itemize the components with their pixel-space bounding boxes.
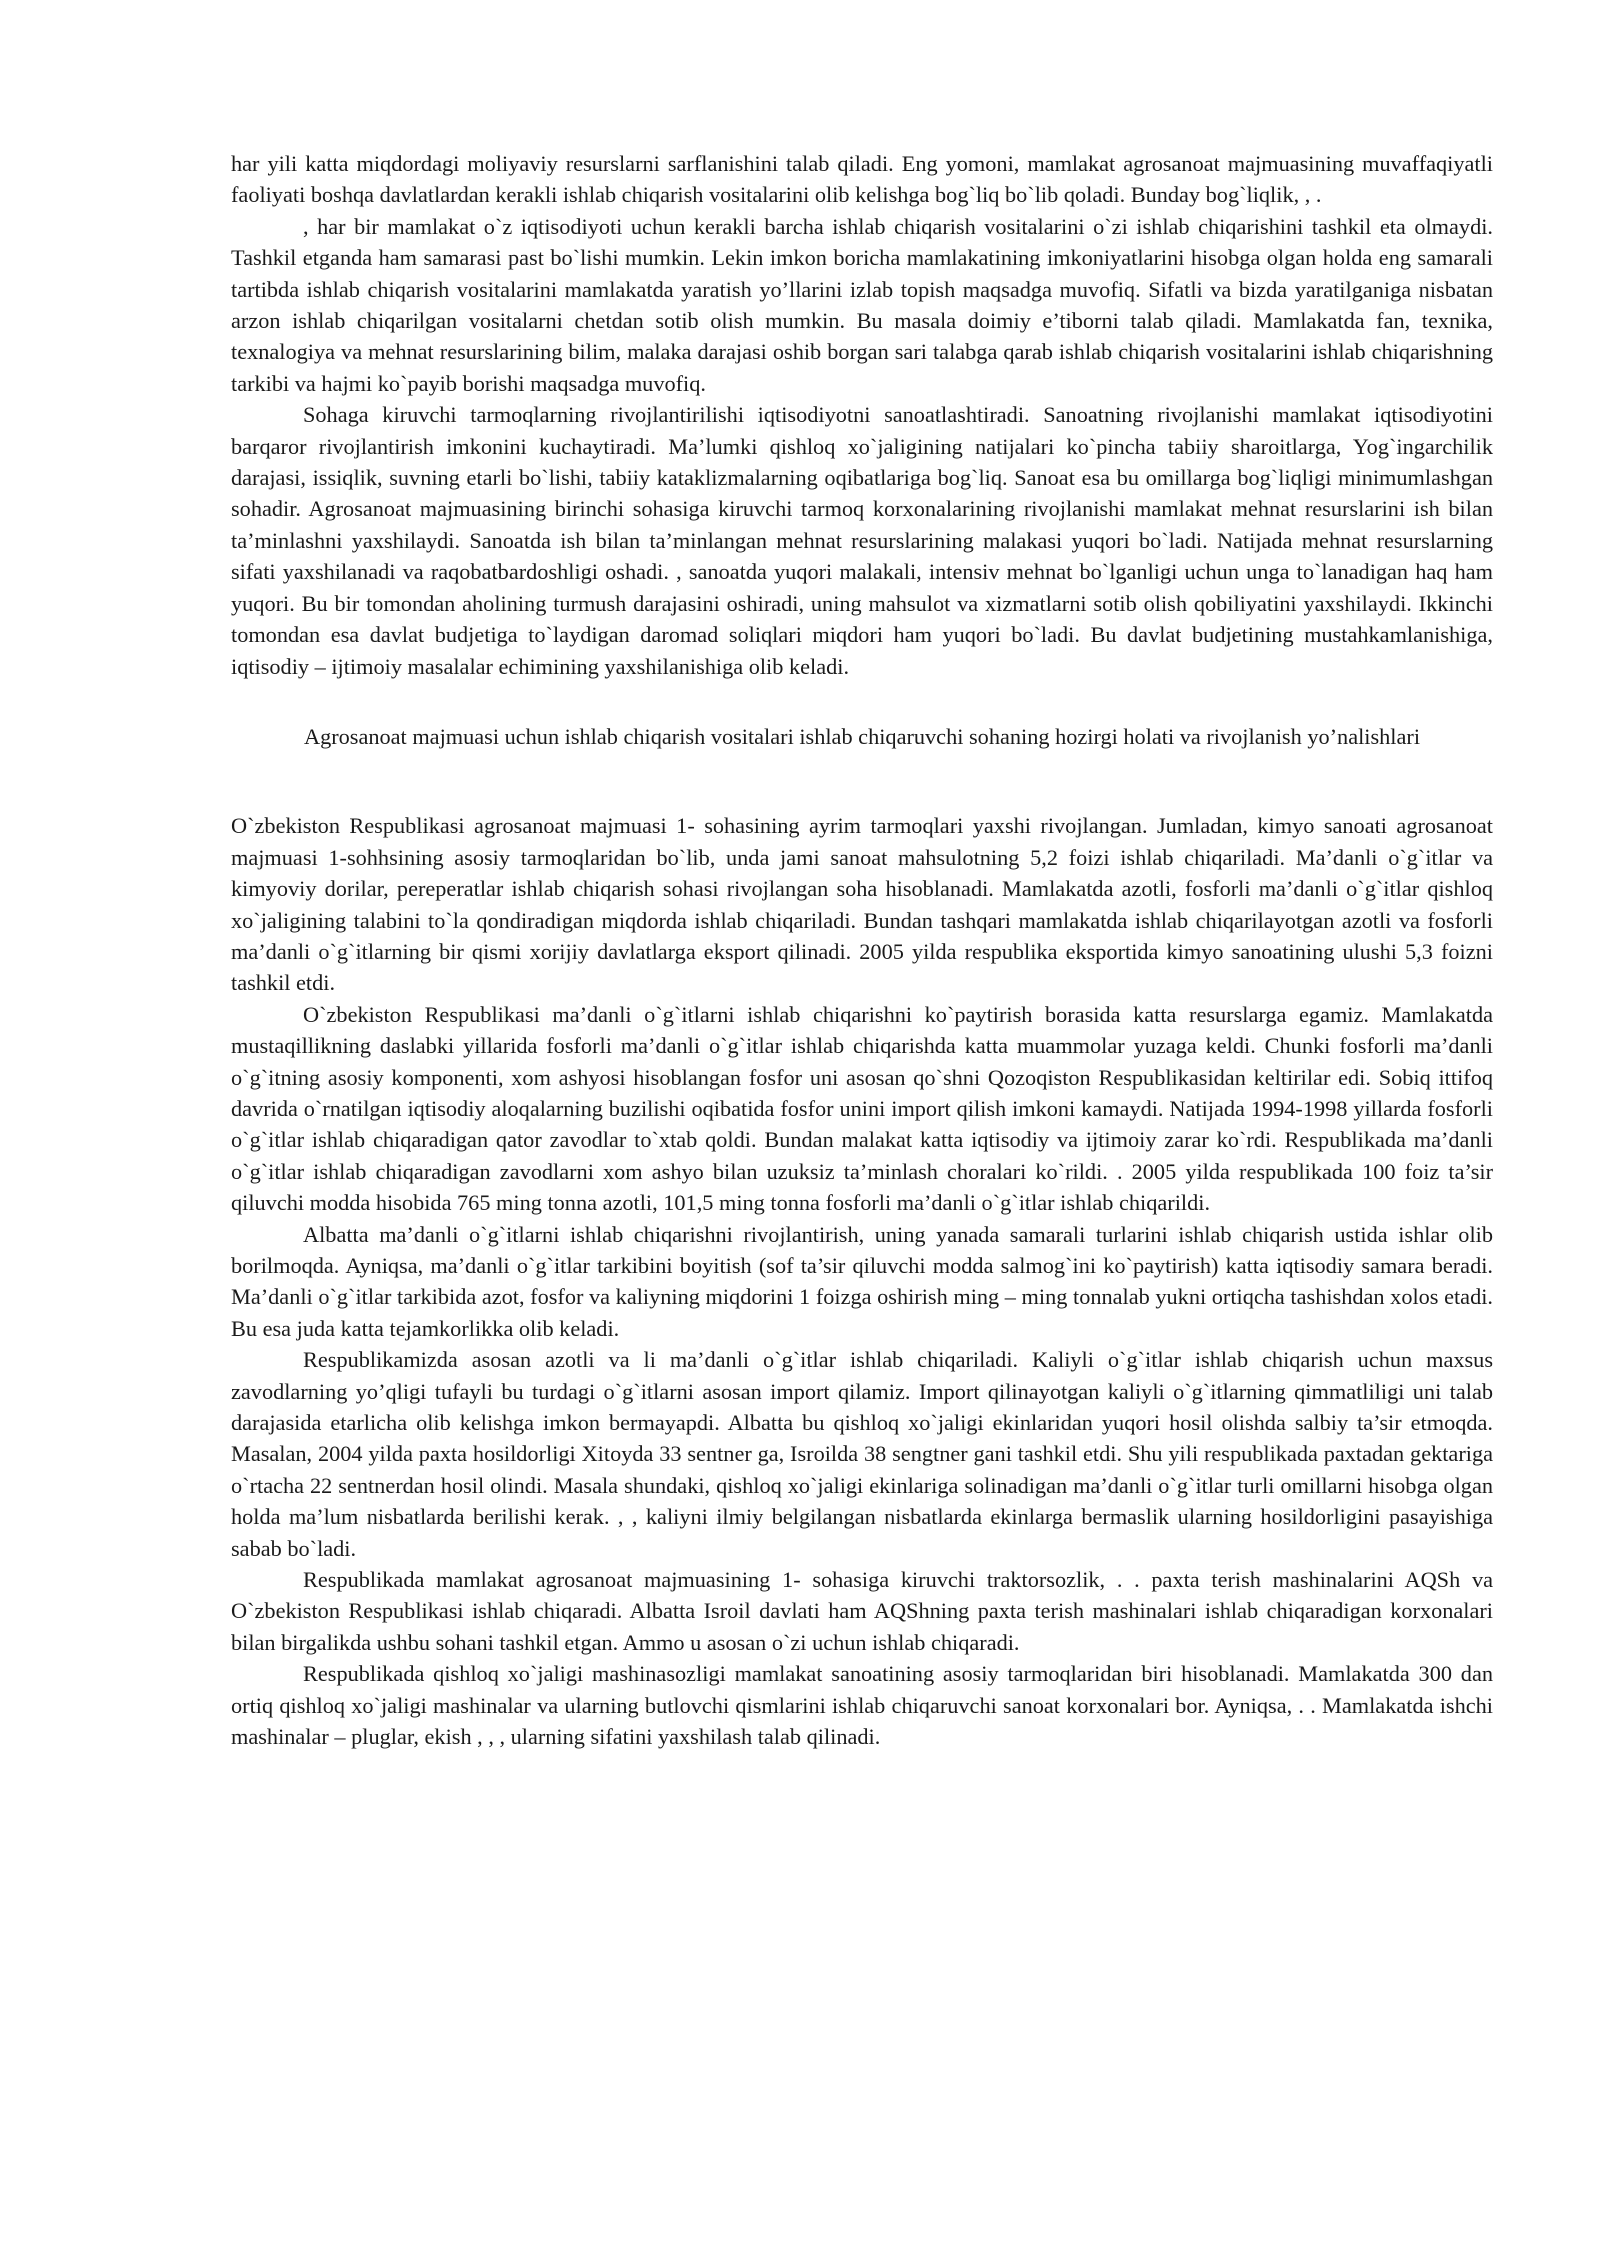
paragraph: O`zbekiston Respublikasi ma’danli o`g`itlarni ishlab chiqarishni ko`paytirish borasida katta resurslarga egamiz. Mamlakatda mustaqillikning daslabki yillarida fosforli ma’danli o`g`itlar ishlab chiqarishda katta muammolar yuzaga keldi. Chunki fosforli ma’danli o`g`itning asosiy komponenti, xom ashyosi hisoblangan fosfor uni asosan qo`shni Qozoqiston Respublikasidan keltirilar edi. Sobiq ittifoq davrida o`rnatilgan iqtisodiy aloqalarning buzilishi oqibatida fosfor unini import qilish imkoni kamaydi. Natijada 1994-1998 yillarda fosforli o`g`itlar ishlab chiqaradigan qator zavodlar to`xtab qoldi. Bundan malakat katta iqtisodiy va ijtimoiy zarar ko`rdi. Respublikada ma’danli o`g`itlar ishlab chiqaradigan zavodlarni xom ashyo bilan uzuksiz ta’minlash choralari ko`rildi. . 2005 yilda respublikada 100 foiz ta’sir qiluvchi modda hisobida 765 ming tonna azotli, 101,5 ming tonna fosforli ma’danli o`g`itlar ishlab chiqarildi. xyxy=(231,1001,1493,1216)
paragraph: Respublikada qishloq xo`jaligi mashinasozligi mamlakat sanoatining asosiy tarmoqlaridan biri hisoblanadi. Mamlakatda 300 dan ortiq qishloq xo`jaligi mashinalar va ularning butlovchi qismlarini ishlab chiqaruvchi sanoat korxonalari bor. Ayniqsa, . . Mamlakatda ishchi mashinalar – pluglar, ekish , , , ularning sifatini yaxshilash talab qilinadi. xyxy=(231,1661,1493,1750)
paragraph: , har bir mamlakat o`z iqtisodiyoti uchun kerakli barcha ishlab chiqarish vositalarini o`zi ishlab chiqarishini tashkil eta olmaydi. Tashkil etganda ham samarasi past bo`lishi mumkin. Lekin imkon boricha mamlakatining imkoniyatlarini hisobga olgan holda eng samarali tartibda ishlab chiqarish vositalarini mamlakatda yaratish yo’llarini izlab topish maqsadga muvofiq. Sifatli va bizda yaratilganiga nisbatan arzon ishlab chiqarilgan vositalarni chetdan sotib olish mumkin. Bu masala doimiy e’tiborni talab qiladi. Mamlakatda fan, texnika, texnalogiya va mehnat resurslarining bilim, malaka darajasi oshib borgan sari talabga qarab ishlab chiqarish vositalarini ishlab chiqarishning tarkibi va hajmi ko`payib borishi maqsadga muvofiq. xyxy=(231,213,1493,396)
paragraph: Sohaga kiruvchi tarmoqlarning rivojlantirilishi iqtisodiyotni sanoatlashtiradi. Sanoatning rivojlanishi mamlakat iqtisodiyotini barqaror rivojlantirish imkonini kuchaytiradi. Ma’lumki qishloq xo`jaligining natijalari ko`pincha tabiiy sharoitlarga, Yog`ingarchilik darajasi, issiqlik, suvning etarli bo`lishi, tabiiy kataklizmalarning oqibatlariga bog`liq. Sanoat esa bu omillarga bog`liqligi minimumlashgan sohadir. Agrosanoat majmuasining birinchi sohasiga kiruvchi tarmoq korxonalarining rivojlanishi mamlakat mehnat resurslarini ish bilan ta’minlashni yaxshilaydi. Sanoatda ish bilan ta’minlangan mehnat resurslarining malakasi yuqori bo`ladi. Natijada mehnat resurslarning sifati yaxshilanadi va raqobatbardoshligi oshadi. , sanoatda yuqori malakali, intensiv mehnat bo`lganligi uchun unga to`lanadigan haq ham yuqori. Bu bir tomondan aholining turmush darajasini oshiradi, uning mahsulot va xizmatlarni sotib olish qobiliyatini yaxshilaydi. Ikkinchi tomondan esa davlat budjetiga to`laydigan daromad soliqlari miqdori ham yuqori bo`ladi. Bu davlat budjetining mustahkamlanishiga, iqtisodiy – ijtimoiy masalalar echimining yaxshilanishiga olib keladi. xyxy=(231,402,1493,679)
paragraph: Respublikada mamlakat agrosanoat majmuasining 1- sohasiga kiruvchi traktorsozlik, . . paxta terish mashinalarini AQSh va O`zbekiston Respublikasi ishlab chiqaradi. Albatta Isroil davlati ham AQShning paxta terish mashinalari ishlab chiqaradigan korxonalari bilan birgalikda ushbu sohani tashkil etgan. Ammo u asosan o`zi uchun ishlab chiqaradi. xyxy=(231,1567,1493,1655)
paragraph: O`zbekiston Respublikasi agrosanoat majmuasi 1- sohasining ayrim tarmoqlari yaxshi rivojlangan. Jumladan, kimyo sanoati agrosanoat majmuasi 1-sohhsining asosiy tarmoqlaridan bo`lib, unda jami sanoat mahsulotning 5,2 foizi ishlab chiqariladi. Ma’danli o`g`itlar va kimyoviy dorilar, pereperatlar ishlab chiqarish sohasi rivojlangan soha hisoblanadi. Mamlakatda azotli, fosforli ma’danli o`g`itlar qishloq xo`jaligining talabini to`la qondiradigan miqdorda ishlab chiqariladi. Bundan tashqari mamlakatda ishlab chiqarilayotgan azotli va fosforli ma’danli o`g`itlarning bir qismi xorijiy davlatlarga eksport qilinadi. 2005 yilda respublika eksportida kimyo sanoatining ulushi 5,3 foizni tashkil etdi. xyxy=(231,813,1493,996)
document-page xyxy=(231,148,1493,1753)
paragraph: har yili katta miqdordagi moliyaviy resurslarni sarflanishini talab qiladi. Eng yomoni, mamlakat agrosanoat majmuasining muvaffaqiyatli faoliyati boshqa davlatlardan kerakli ishlab chiqarish vositalarini olib kelishga bog`liq bo`lib qoladi. Bunday bog`liqlik, , . xyxy=(231,151,1493,208)
paragraph: Albatta ma’danli o`g`itlarni ishlab chiqarishni rivojlantirish, uning yanada samarali turlarini ishlab chiqarish ustida ishlar olib borilmoqda. Ayniqsa, ma’danli o`g`itlar tarkibini boyitish (sof ta’sir qiluvchi modda salmog`ini ko`paytirish) katta iqtisodiy samara beradi. Ma’danli o`g`itlar tarkibida azot, fosfor va kaliyning miqdorini 1 foizga oshirish ming – ming tonnalab yukni ortiqcha tashishdan xolos etadi. Bu esa juda katta tejamkorlikka olib keladi. xyxy=(231,1221,1493,1341)
paragraph: Respublikamizda asosan azotli va li ma’danli o`g`itlar ishlab chiqariladi. Kaliyli o`g`itlar ishlab chiqarish uchun maxsus zavodlarning yo’qligi tufayli bu turdagi o`g`itlarni asosan import qilamiz. Import qilinayotgan kaliyli o`g`itlarning qimmatliligi uni talab darajasida etarlicha olib kelishga imkon bermayapdi. Albatta bu qishloq xo`jaligi ekinlaridan yuqori hosil olishda salbiy ta’sir etmoqda. Masalan, 2004 yilda paxta hosildorligi Xitoyda 33 sentner ga, Isroilda 38 sengtner gani tashkil etdi. Shu yili respublikada paxtadan gektariga o`rtacha 22 sentnerdan hosil olindi. Masala shundaki, qishloq xo`jaligi ekinlariga solinadigan ma’danli o`g`itlar turli omillarni hisobga olgan holda ma’lum nisbatlarda berilishi kerak. , , kaliyni ilmiy belgilangan nisbatlarda ekinlarga bermaslik ularning hosildorligini pasayishiga sabab bo`ladi. xyxy=(231,1347,1493,1561)
section-heading: Agrosanoat majmuasi uchun ishlab chiqarish vositalari ishlab chiqaruvchi sohaning hozirgi holati va rivojlanish yo’nalishlari xyxy=(303,723,1421,749)
